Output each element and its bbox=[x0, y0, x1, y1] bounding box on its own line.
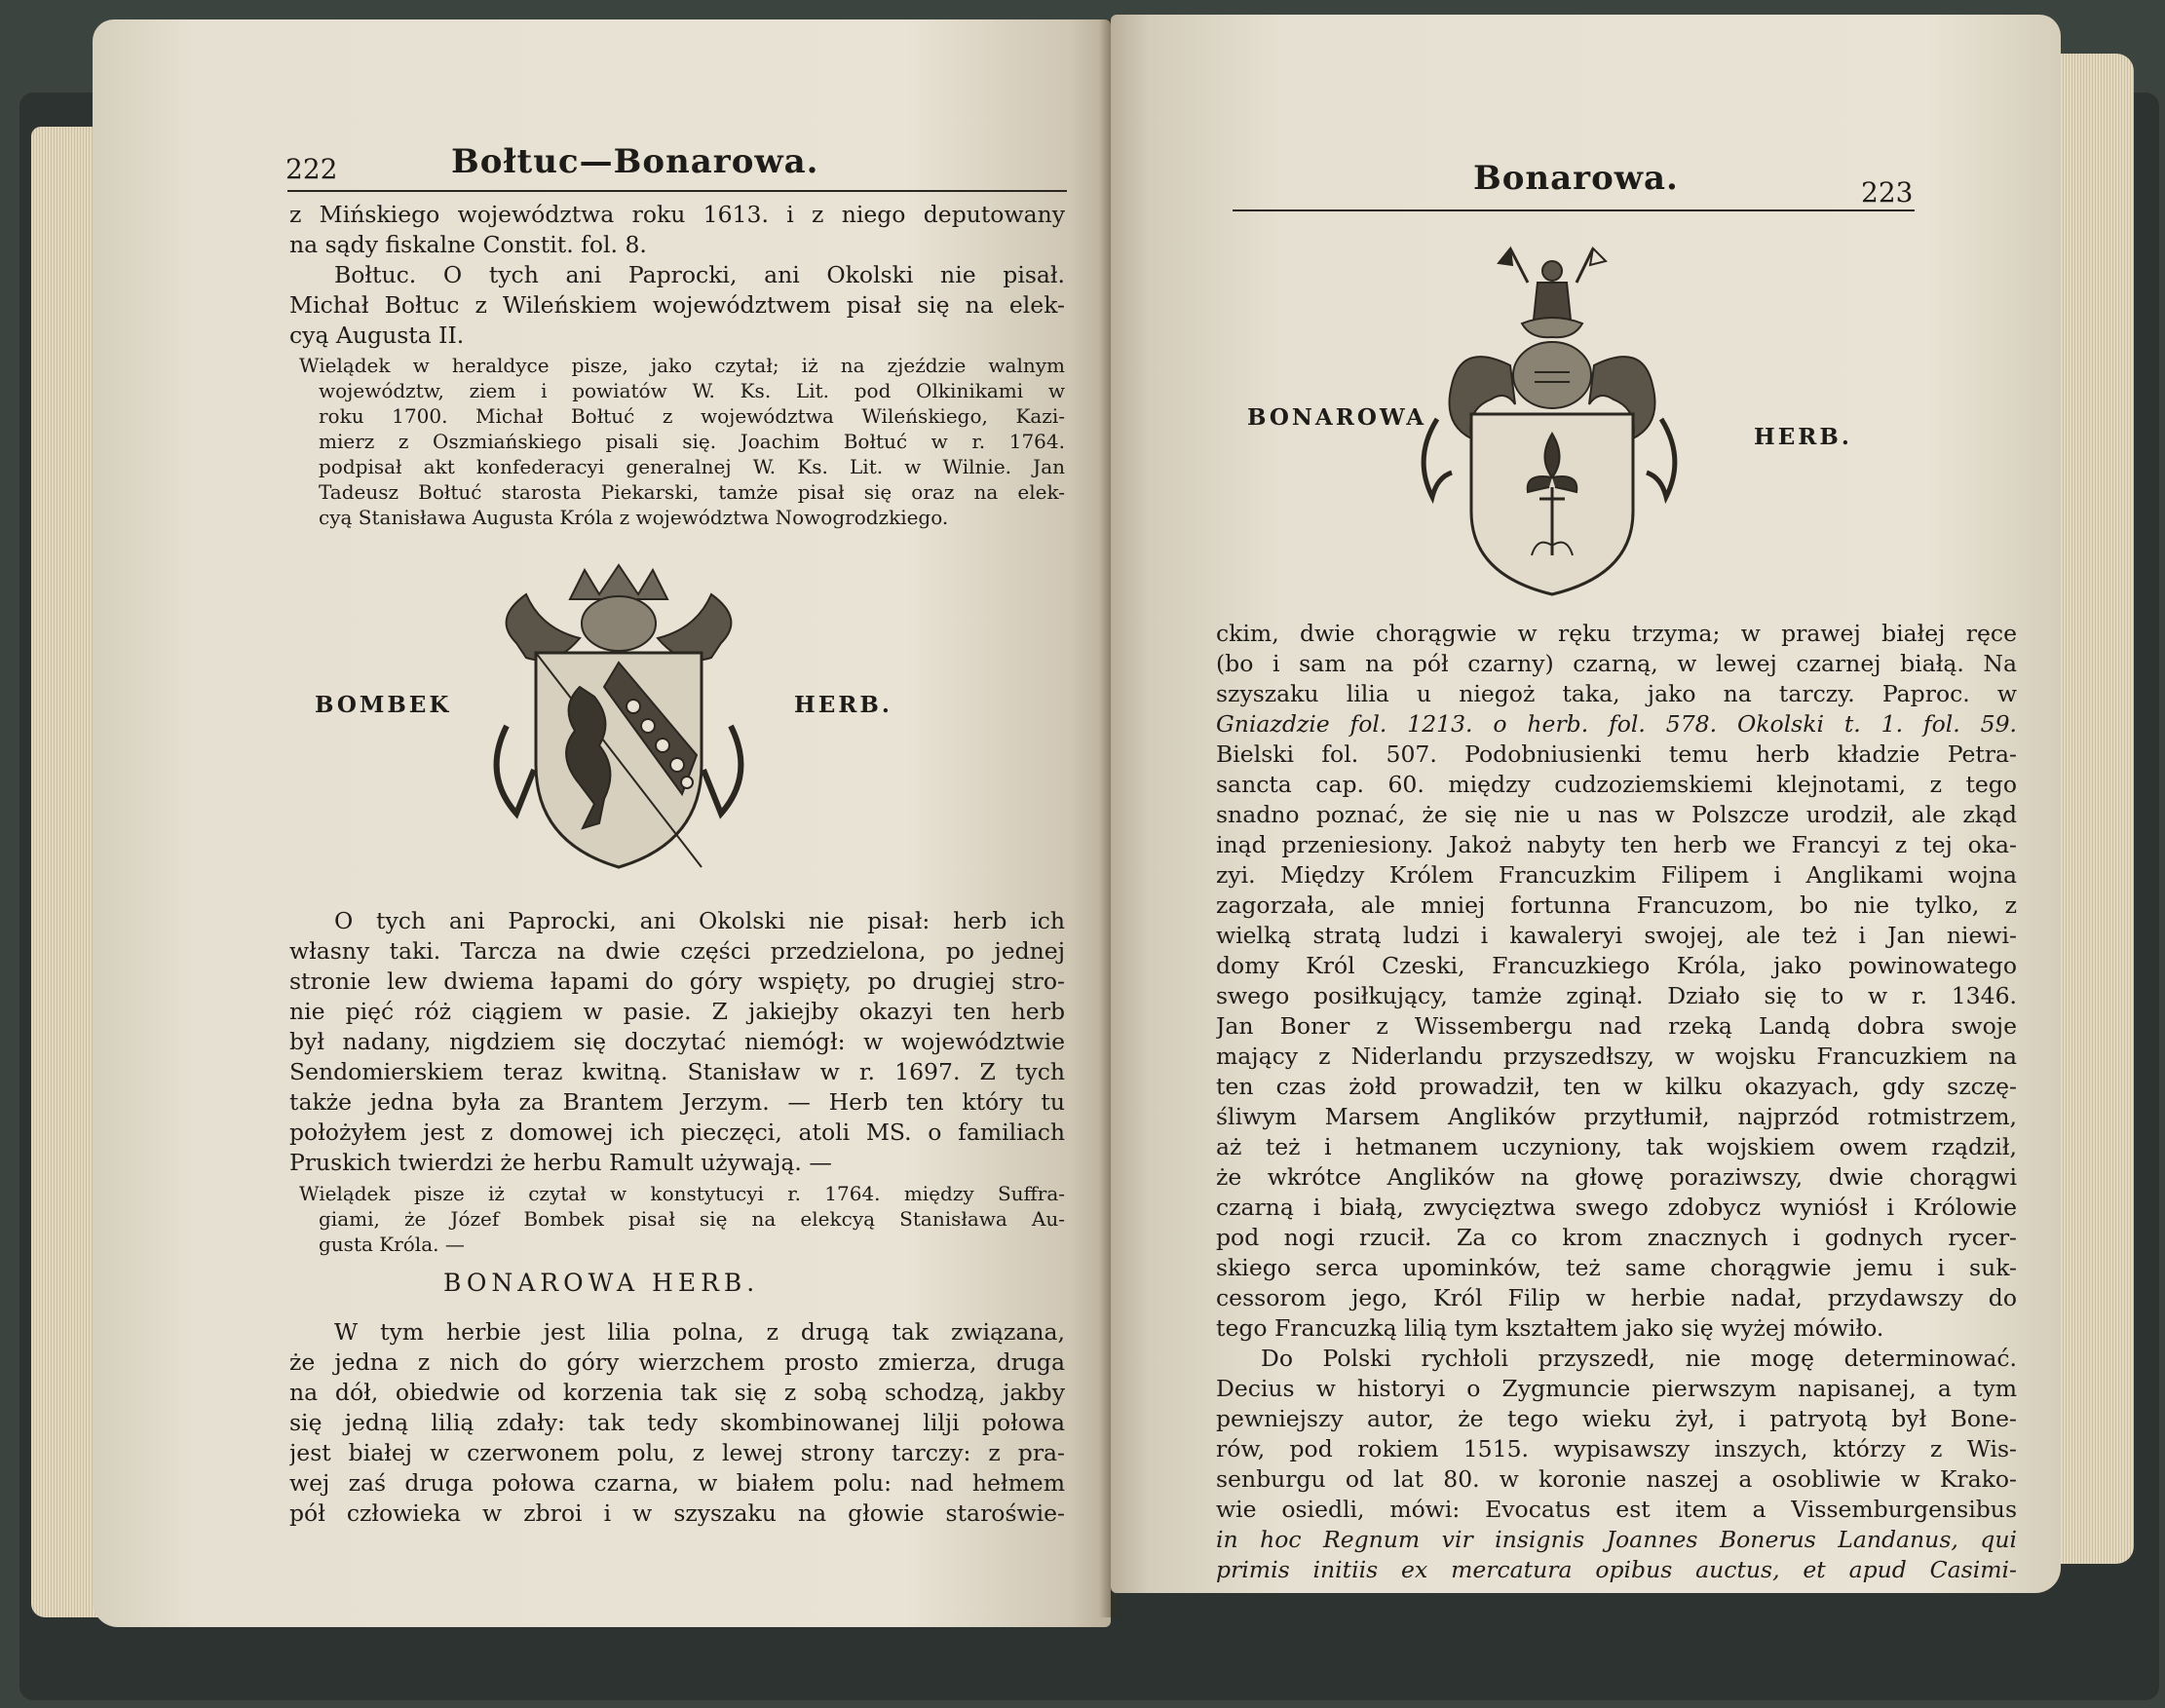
header-rule bbox=[1233, 209, 1915, 211]
text-line: wie osiedli, mówi: Evocatus est item a Vissemburgensibus bbox=[1216, 1496, 2017, 1523]
note-line: mierz z Oszmiańskiego pisali się. Joachim Bołtuć w r. 1764. bbox=[319, 430, 1065, 453]
text-line: sancta cap. 60. między cudzoziemskiemi klejnotami, z tego bbox=[1216, 771, 2017, 798]
text-line: Jan Boner z Wissembergu nad rzeką Landą dobra swoje bbox=[1216, 1012, 2017, 1040]
text-line: czarną i białą, zwycięztwa swego zdobycz wyniósł i Królowie bbox=[1216, 1194, 2017, 1221]
note-line: Wielądek w heraldyce pisze, jako czytał; iż na zjeździe walnym bbox=[299, 354, 1065, 377]
text-line: zagorzała, ale mniej fortunna Francuzom, bo nie tylko, z bbox=[1216, 892, 2017, 919]
boltuc-note bbox=[299, 353, 1065, 530]
note-line: cyą Stanisława Augusta Króla z województwa Nowogrodzkiego. bbox=[319, 506, 949, 529]
text-line: był nadany, nigdziem się doczytać niemógł: w województwie bbox=[289, 1028, 1065, 1055]
text-line: Michał Bołtuc z Wileńskiem województwem pisał się na elek- bbox=[289, 291, 1065, 319]
text-line: wielką stratą ludzi i kawaleryi swojej, ale też i Jan niewi- bbox=[1216, 922, 2017, 949]
note-line: roku 1700. Michał Bołtuć z województwa Wileńskiego, Kazi- bbox=[319, 404, 1065, 428]
text-line: wej zaś druga połowa czarna, w białem polu: nad hełmem bbox=[289, 1469, 1065, 1497]
bonarowa-coat-of-arms-image bbox=[1413, 244, 1686, 609]
boltuc-entry bbox=[289, 260, 1065, 351]
text-line: Do Polski rychłoli przyszedł, nie mogę determinować. bbox=[1261, 1345, 2017, 1372]
text-line: że jedna z nich do góry wierzchem prosto zmierza, druga bbox=[289, 1348, 1065, 1376]
text-line: cessorom jego, Król Filip w herbie nadał, przydawszy do bbox=[1216, 1284, 2017, 1311]
page-number: 223 bbox=[1861, 176, 1914, 209]
text-line: inąd przeniesiony. Jakoż nabyty ten herb we Francyi z tej oka- bbox=[1216, 831, 2017, 858]
text-line: na dół, obiedwie od korzenia tak się z sobą schodzą, jakby bbox=[289, 1379, 1065, 1406]
text-line: primis initiis ex mercatura opibus auctus, et apud Casimi- bbox=[1216, 1556, 2017, 1583]
text-line: zyi. Między Królem Francuzkim Filipem i Anglikami wojna bbox=[1216, 861, 2017, 889]
bonarowa-continuation bbox=[1216, 619, 2017, 1585]
text-line: pół człowieka w zbroi i w szyszaku na głowie staroświe- bbox=[289, 1499, 1065, 1527]
text-line: Sendomierskiem teraz kwitną. Stanisław w r. 1697. Z tych bbox=[289, 1058, 1065, 1085]
bonarowa-caption-left: BONAROWA bbox=[1247, 404, 1427, 431]
text-line: Gniazdzie fol. 1213. o herb. fol. 578. Okolski t. 1. fol. 59. bbox=[1216, 710, 2017, 738]
note-line: podpisał akt konfederacyi generalnej W. Ks. Lit. w Wilnie. Jan bbox=[319, 455, 1065, 478]
text-line: mający z Niderlandu przyszedłszy, w wojsku Francuzkiem na bbox=[1216, 1043, 2017, 1070]
text-line: szyszaku lilia u niegoż taka, jako na tarczy. Paproc. w bbox=[1216, 680, 2017, 707]
left-page bbox=[93, 19, 1111, 1627]
header-rule bbox=[287, 190, 1067, 192]
text-line: aż też i hetmanem uczyniony, tak wojskiem owem rządził, bbox=[1216, 1133, 2017, 1160]
text-line: snadno poznać, że się nie u nas w Polszcze urodził, ale zkąd bbox=[1216, 801, 2017, 828]
section-heading: BONAROWA HERB. bbox=[443, 1269, 760, 1297]
text-line: (bo i sam na pół czarny) czarną, w lewej czarnej białą. Na bbox=[1216, 650, 2017, 677]
text-line: że wkrótce Anglików na głowę poraziwszy, dwie chorągwi bbox=[1216, 1163, 2017, 1191]
text-line: Bołtuc. O tych ani Paprocki, ani Okolski nie pisał. bbox=[334, 261, 1065, 288]
text-line: Pruskich twierdzi że herbu Ramult używają. — bbox=[289, 1149, 832, 1176]
text-line: pewniejszy autor, że tego wieku żył, i patryotą był Bone- bbox=[1216, 1405, 2017, 1432]
text-line: ckim, dwie chorągwie w ręku trzyma; w prawej białej ręce bbox=[1216, 620, 2017, 647]
text-line: pod nogi rzucił. Za co krom znacznych i godnych rycer- bbox=[1216, 1224, 2017, 1251]
right-page bbox=[1111, 15, 2061, 1593]
text-line: na sądy fiskalne Constit. fol. 8. bbox=[289, 231, 647, 258]
text-line: Bielski fol. 507. Podobniusienki temu herb kładzie Petra- bbox=[1216, 740, 2017, 768]
bombek-description bbox=[289, 906, 1065, 1178]
text-line: in hoc Regnum vir insignis Joannes Bonerus Landanus, qui bbox=[1216, 1526, 2017, 1553]
bombek-note bbox=[299, 1181, 1065, 1257]
text-line: W tym herbie jest lilia polna, z drugą tak związana, bbox=[334, 1318, 1065, 1346]
intro-paragraph bbox=[289, 200, 1065, 260]
text-line: senburgu od lat 80. w koronie naszej a osobliwie w Krako- bbox=[1216, 1465, 2017, 1493]
text-line: rów, pod rokiem 1515. wypisawszy inszych, którzy z Wis- bbox=[1216, 1435, 2017, 1462]
text-line: własny taki. Tarcza na dwie części przedzielona, po jednej bbox=[289, 937, 1065, 965]
note-line: gusta Króla. — bbox=[319, 1233, 465, 1256]
text-line: także jedna była za Brantem Jerzym. — Herb ten który tu bbox=[289, 1088, 1065, 1116]
note-line: Tadeusz Bołtuć starosta Piekarski, tamże pisał się oraz na elek- bbox=[319, 480, 1065, 504]
text-line: się jedną lilią zdały: tak tedy skombinowanej lilji połowa bbox=[289, 1409, 1065, 1436]
text-line: jest białej w czerwonem polu, z lewej strony tarczy: z pra- bbox=[289, 1439, 1065, 1466]
text-line: tego Francuzką lilią tym kształtem jako się wyżej mówiło. bbox=[1216, 1314, 1884, 1342]
text-line: swego posiłkujący, tamże zginął. Działo się to w r. 1346. bbox=[1216, 982, 2017, 1009]
page-number: 222 bbox=[285, 153, 338, 185]
note-line: województw, ziem i powiatów W. Ks. Lit. pod Olkinikami w bbox=[319, 379, 1065, 402]
text-line: śliwym Marsem Anglików przytłumił, najprzód rotmistrzem, bbox=[1216, 1103, 2017, 1130]
note-line: giami, że Józef Bombek pisał się na elekcyą Stanisława Au- bbox=[319, 1207, 1065, 1231]
text-line: nie pięć róż ciągiem w pasie. Z jakiejby okazyi ten herb bbox=[289, 998, 1065, 1025]
note-line: Wielądek pisze iż czytał w konstytucyi r. 1764. między Suffra- bbox=[299, 1182, 1065, 1205]
bombek-caption-right: HERB. bbox=[794, 692, 893, 718]
bombek-caption-left: BOMBEK bbox=[315, 692, 452, 718]
text-line: O tych ani Paprocki, ani Okolski nie pisał: herb ich bbox=[334, 907, 1065, 934]
text-line: cyą Augusta II. bbox=[289, 322, 465, 349]
text-line: skiego serca upominków, też same chorągwie jemu i suk- bbox=[1216, 1254, 2017, 1281]
text-line: położyłem jest z domowej ich pieczęci, atoli MS. o familiach bbox=[289, 1119, 1065, 1146]
bonarowa-description bbox=[289, 1317, 1065, 1529]
running-title: Bołtuc—Bonarowa. bbox=[451, 142, 819, 181]
running-title: Bonarowa. bbox=[1473, 159, 1679, 198]
text-line: Decius w historyi o Zygmuncie pierwszym napisanej, a tym bbox=[1216, 1375, 2017, 1402]
text-line: domy Król Czeski, Francuzkiego Króla, jako powinowatego bbox=[1216, 952, 2017, 979]
text-line: stronie lew dwiema łapami do góry wspięty, po drugiej stro- bbox=[289, 968, 1065, 995]
bombek-coat-of-arms-image bbox=[487, 560, 750, 882]
text-line: ten czas żołd prowadził, ten w kilku okazyach, gdy szczę- bbox=[1216, 1073, 2017, 1100]
text-line: z Mińskiego województwa roku 1613. i z niego deputowany bbox=[289, 201, 1065, 228]
bonarowa-caption-right: HERB. bbox=[1754, 424, 1852, 450]
